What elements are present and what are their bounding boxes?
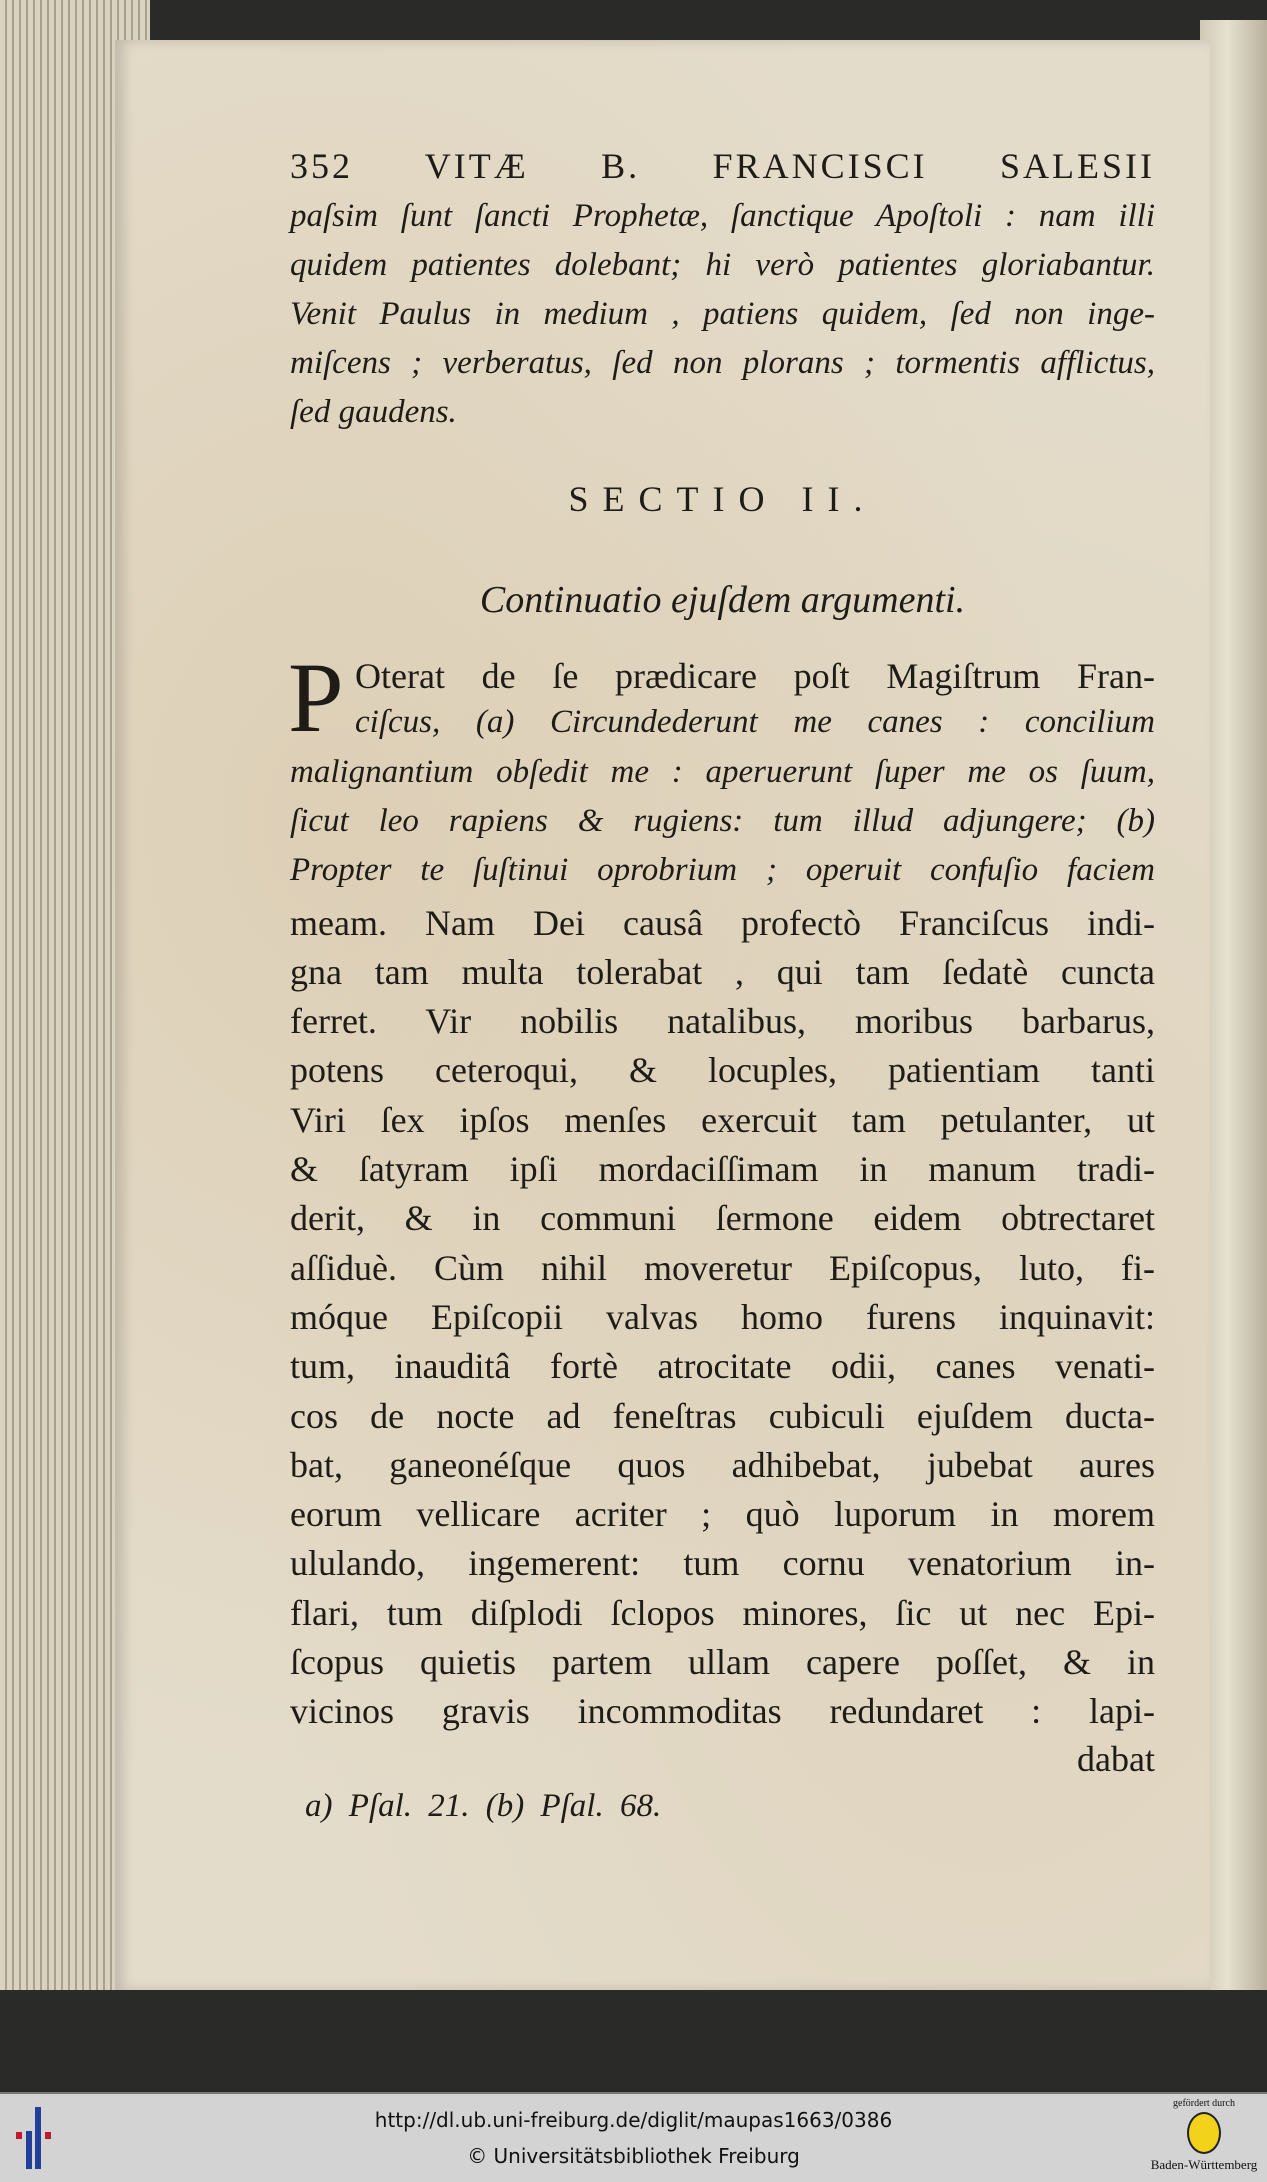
intro-line: paſsim ſunt ſancti Prophetæ, ſanctique Apoſtoli : nam illi	[290, 198, 1155, 234]
copyright: © Universitätsbibliothek Freiburg	[467, 2144, 800, 2168]
body-line: ciſcus, (a) Circundederunt me canes : concilium	[355, 704, 1155, 741]
sponsor-label: gefördert durch	[1173, 2098, 1235, 2109]
body-line: derit, & in communi ſermone eidem obtrectaret	[290, 1198, 1155, 1239]
running-head	[290, 145, 1155, 187]
sponsor-name: Baden-Württemberg	[1150, 2157, 1258, 2172]
drop-cap: P	[288, 642, 344, 753]
body-line: eorum vellicare acriter ; quò luporum in morem	[290, 1494, 1155, 1535]
body-line: Propter te ſuſtinui oprobrium ; operuit confuſio faciem	[290, 852, 1155, 889]
body-line: aſſiduè. Cùm nihil moveretur Epiſcopus, luto, fi-	[290, 1247, 1155, 1288]
body-line: vicinos gravis incommoditas redundaret : lapi-	[290, 1691, 1155, 1732]
body-line: móque Epiſcopii valvas homo furens inquinavit:	[290, 1296, 1155, 1337]
body-line: & ſatyram ipſi mordaciſſimam in manum tradi-	[290, 1149, 1155, 1189]
intro-line: miſcens ; verberatus, ſed non plorans ; tormentis afflictus,	[290, 345, 1155, 381]
body-line: ululando, ingemerent: tum cornu venatorium in-	[290, 1543, 1155, 1584]
intro-line: ſed gaudens.	[290, 394, 457, 430]
body-line: ſicut leo rapiens & rugiens: tum illud adjungere; (b)	[290, 802, 1155, 839]
sponsor	[1149, 2098, 1259, 2173]
body-line: potens ceteroqui, & locuples, patientiam tanti	[290, 1050, 1155, 1091]
body-line: flari, tum diſplodi ſclopos minores, ſic ut nec Epi-	[290, 1592, 1155, 1633]
page-number: 352	[290, 146, 353, 186]
body-line: gna tam multa tolerabat , qui tam ſedatè cuncta	[290, 951, 1155, 992]
right-page-edge	[1200, 20, 1267, 1990]
body-line: ferret. Vir nobilis natalibus, moribus barbarus,	[290, 1001, 1155, 1042]
body-line: bat, ganeonéſque quos adhibebat, jubebat aures	[290, 1444, 1155, 1485]
body-line: Oterat de ſe prædicare poſt Magiſtrum Fran-	[355, 656, 1155, 696]
body-line: tum, inauditâ fortè atrocitate odii, canes venati-	[290, 1346, 1155, 1387]
footnotes: a) Pſal. 21. (b) Pſal. 68.	[305, 1788, 662, 1824]
section-subtitle: Continuatio ejuſdem argumenti.	[479, 579, 966, 621]
intro-line: quidem patientes dolebant; hi verò patientes gloriabantur.	[290, 247, 1155, 283]
intro-line: Venit Paulus in medium , patiens quidem, ſed non inge-	[290, 296, 1155, 332]
section-title: SECTIO II.	[568, 479, 877, 519]
coat-of-arms-icon	[1187, 2112, 1221, 2154]
body-line: cos de nocte ad feneſtras cubiculi ejuſdem ducta-	[290, 1395, 1155, 1436]
catchword: dabat	[1077, 1739, 1155, 1779]
footer-bar	[0, 2092, 1267, 2182]
body-line: meam. Nam Dei causâ profectò Franciſcus indi-	[290, 902, 1155, 943]
running-title: VITÆ B. FRANCISCI SALESII	[424, 146, 1155, 186]
body-line: Viri ſex ipſos menſes exercuit tam petulanter, ut	[290, 1099, 1155, 1140]
permalink[interactable]: http://dl.ub.uni-freiburg.de/diglit/maupas1663/0386	[374, 2108, 893, 2132]
body-line: ſcopus quietis partem ullam capere poſſet, & in	[290, 1642, 1155, 1682]
body-line: malignantium obſedit me : aperuerunt ſuper me os ſuum,	[290, 753, 1155, 790]
